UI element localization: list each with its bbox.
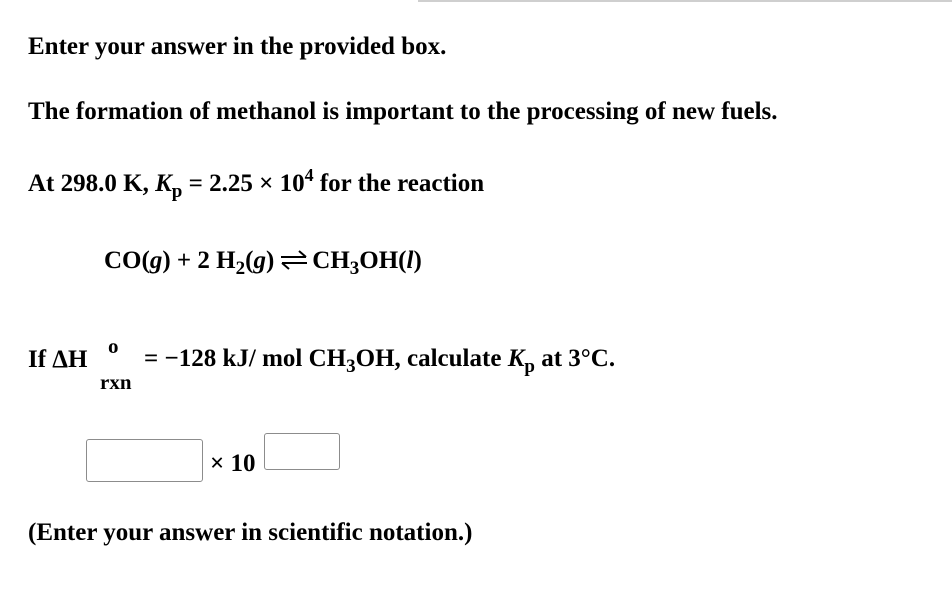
top-divider: [418, 0, 952, 2]
state-liquid: l: [406, 247, 414, 274]
kp-subscript: p: [524, 356, 535, 377]
given-prefix: At 298.0 K,: [28, 170, 156, 197]
ch3-subscript: 3: [349, 258, 360, 279]
reactant-h2: ) + 2 H: [162, 247, 236, 274]
h2-subscript: 2: [235, 258, 246, 279]
product-methanol: CH: [312, 247, 350, 274]
reaction-equation: [104, 247, 422, 279]
delta-h-symbol: [28, 334, 158, 394]
kp-value: = 2.25 × 10: [182, 170, 305, 197]
temperature-text: at 3°C.: [534, 345, 616, 372]
kp-symbol: K: [155, 170, 172, 197]
reactant-co: CO(: [104, 247, 150, 274]
calculate-text: OH, calculate: [355, 345, 508, 372]
state-gas: g: [149, 247, 163, 274]
kp-exponent: 4: [304, 165, 314, 185]
intro-text: The formation of methanol is important to the processing of new fuels.: [28, 98, 778, 125]
delta-h-value: = −128 kJ/ mol CH: [144, 345, 347, 372]
delta-h-label: If ΔH: [28, 346, 88, 373]
given-suffix: for the reaction: [313, 170, 485, 197]
given-kp-statement: [28, 165, 485, 202]
ch3-subscript: 3: [346, 356, 356, 377]
times-ten-label: × 10: [210, 450, 256, 477]
exponent-input[interactable]: [264, 433, 340, 470]
rxn-subscript: rxn: [100, 370, 132, 394]
instruction-text: Enter your answer in the provided box.: [28, 33, 447, 60]
paren-close: ): [265, 247, 275, 274]
state-gas: g: [253, 247, 266, 274]
kp-symbol: K: [507, 345, 525, 372]
equilibrium-arrow-icon: [280, 250, 308, 270]
question-statement: [144, 345, 616, 377]
mantissa-input[interactable]: [86, 439, 203, 482]
scientific-notation-note: (Enter your answer in scientific notation.): [28, 519, 473, 546]
product-oh: OH(: [359, 247, 407, 274]
delta-h-text: [28, 346, 87, 374]
kp-subscript: p: [171, 181, 183, 202]
standard-degree-mark: o: [108, 334, 119, 358]
paren-close: ): [413, 247, 422, 274]
paren-open: (: [245, 247, 254, 274]
